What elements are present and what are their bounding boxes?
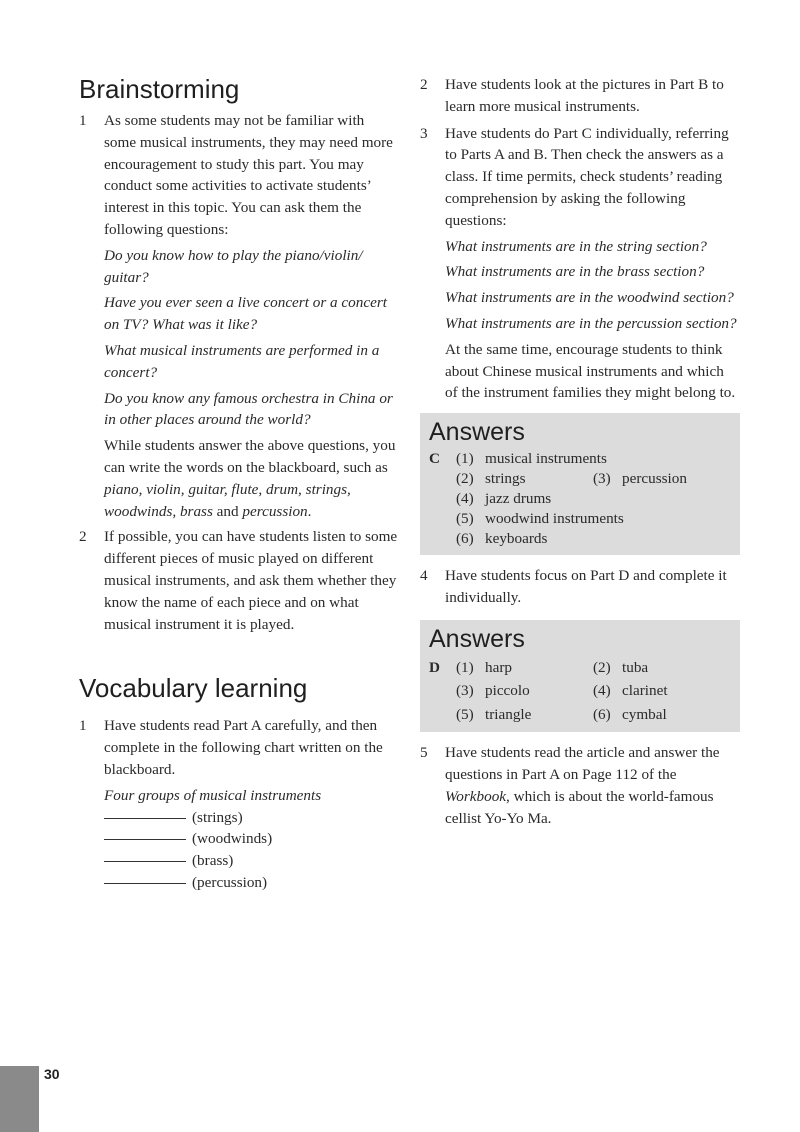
brainstorming-heading: Brainstorming — [79, 74, 240, 104]
item-number: 3 — [420, 124, 428, 142]
question-2: What instruments are in the brass section? — [445, 263, 705, 281]
item-5-text-a: Have students read the article and answer the questions in Part A on Page 112 of the — [445, 744, 720, 784]
answer-number: (5) — [456, 705, 474, 723]
answer-value: strings — [485, 470, 526, 488]
blank-label: (brass) — [192, 852, 234, 870]
blank-line — [104, 818, 186, 819]
right-item-2 — [420, 74, 740, 118]
answers-letter: C — [429, 450, 440, 468]
right-item-3-text: Have students do Part C individually, referring to Parts A and B. Then check the answers as a class. If time permits, check students’ reading comprehension by asking the following questions: — [445, 124, 729, 229]
answer-number: (2) — [593, 658, 611, 676]
right-item-5 — [420, 742, 740, 829]
item-number: 5 — [420, 744, 428, 762]
page-number: 30 — [44, 1066, 60, 1082]
answer-number: (4) — [593, 682, 611, 700]
answer-number: (4) — [456, 490, 474, 508]
answer-number: (6) — [593, 705, 611, 723]
answer-value: keyboards — [485, 530, 548, 548]
item-number: 2 — [420, 76, 428, 93]
right-item-4-text: Have students focus on Part D and complete it individually. — [445, 567, 727, 606]
answers-body — [429, 449, 730, 549]
answer-row — [456, 489, 730, 509]
question-1: What instruments are in the string section? — [445, 237, 707, 255]
left-column — [79, 70, 399, 894]
follow-last-word: percussion — [242, 502, 308, 520]
question-4: Do you know any famous orchestra in China or in other places around the world? — [104, 389, 393, 429]
answer-row — [456, 529, 730, 549]
right-item-2-text: Have students look at the pictures in Part B to learn more musical instruments. — [445, 76, 724, 115]
answer-row — [456, 469, 730, 489]
answer-row — [456, 509, 730, 529]
answer-value: triangle — [485, 705, 532, 723]
right-item-3 — [420, 123, 740, 405]
answer-value: harp — [485, 658, 512, 676]
answer-value: cymbal — [622, 705, 667, 723]
answer-row — [456, 703, 730, 727]
answer-number: (5) — [456, 510, 474, 528]
answer-number: (3) — [456, 682, 474, 700]
answer-value: percussion — [622, 470, 687, 488]
answers-heading: Answers — [429, 624, 525, 653]
answers-letter: D — [429, 658, 440, 676]
item-number: 1 — [79, 717, 87, 735]
vocabulary-item-1-text: Have students read Part A carefully, and then complete in the following chart written on the blackboard. — [104, 717, 383, 778]
answers-heading: Answers — [429, 418, 525, 447]
item-number: 4 — [420, 567, 428, 585]
brainstorming-follow — [104, 435, 399, 522]
answers-box-d — [420, 620, 740, 733]
vocabulary-heading: Vocabulary learning — [79, 673, 308, 704]
blank-label: (strings) — [192, 808, 243, 826]
question-2: Have you ever seen a live concert or a concert on TV? What was it like? — [104, 294, 387, 334]
answer-row — [456, 656, 730, 680]
blank-line — [104, 839, 186, 840]
answer-value: musical instruments — [485, 450, 607, 468]
answer-number: (1) — [456, 658, 474, 676]
right-item-3-follow: At the same time, encourage students to think about Chinese musical instruments and which of the instrument families they might belong to. — [445, 340, 736, 402]
item-number: 1 — [79, 112, 87, 129]
brainstorming-item-1 — [79, 110, 399, 522]
answer-number: (2) — [456, 470, 474, 488]
blank-line — [104, 883, 186, 884]
answers-body — [429, 656, 730, 727]
blank-row-2 — [104, 828, 399, 850]
right-column — [420, 74, 740, 829]
chart-title: Four groups of musical instruments — [104, 786, 322, 804]
answer-value: clarinet — [622, 682, 668, 700]
blank-row-1 — [104, 807, 399, 829]
follow-text: While students answer the above questions, you can write the words on the blackboard, such as — [104, 437, 396, 476]
workbook-title: Workbook — [445, 787, 507, 805]
item-5-text-b: , which is about the world-famous cellist Yo-Yo Ma. — [445, 787, 714, 827]
answer-row — [456, 679, 730, 703]
blank-label: (percussion) — [192, 873, 268, 891]
blank-row-4 — [104, 872, 399, 894]
answer-value: piccolo — [485, 682, 530, 700]
answer-row — [456, 449, 730, 469]
vocabulary-item-1 — [79, 715, 399, 893]
answers-box-c — [420, 413, 740, 555]
blank-line — [104, 861, 186, 862]
answer-number: (1) — [456, 450, 474, 468]
answer-number: (6) — [456, 530, 474, 548]
brainstorming-item-2-text: If possible, you can have students listen to some different pieces of music played on different musical instruments, and ask them whether they know the name of each piece and on what musical instrument it is played. — [104, 528, 398, 633]
right-item-5-text — [445, 742, 740, 829]
blank-row-3 — [104, 850, 399, 872]
follow-and: and — [216, 502, 239, 520]
answer-number: (3) — [593, 470, 611, 488]
brainstorming-item-2 — [79, 526, 399, 635]
page-edge-bar — [0, 1066, 39, 1132]
answer-value: jazz drums — [485, 490, 552, 508]
answer-value: tuba — [622, 658, 649, 676]
question-1: Do you know how to play the piano/violin/ guitar? — [104, 246, 363, 286]
question-3: What instruments are in the woodwind section? — [445, 289, 734, 307]
question-3: What musical instruments are performed in a concert? — [104, 341, 380, 381]
answer-value: woodwind instruments — [485, 510, 624, 528]
follow-words: piano, violin, guitar, flute, drum, strings, woodwinds, brass — [104, 480, 351, 520]
brainstorming-intro: As some students may not be familiar with some musical instruments, they may need more encouragement to study this part. You may conduct some activities to activate students’ interest in this topic. You can ask them the following questions: — [104, 112, 393, 238]
right-item-4 — [420, 565, 740, 609]
item-number: 2 — [79, 528, 87, 546]
follow-end: . — [307, 502, 312, 520]
question-4: What instruments are in the percussion section? — [445, 314, 737, 332]
blank-label: (woodwinds) — [192, 830, 273, 848]
